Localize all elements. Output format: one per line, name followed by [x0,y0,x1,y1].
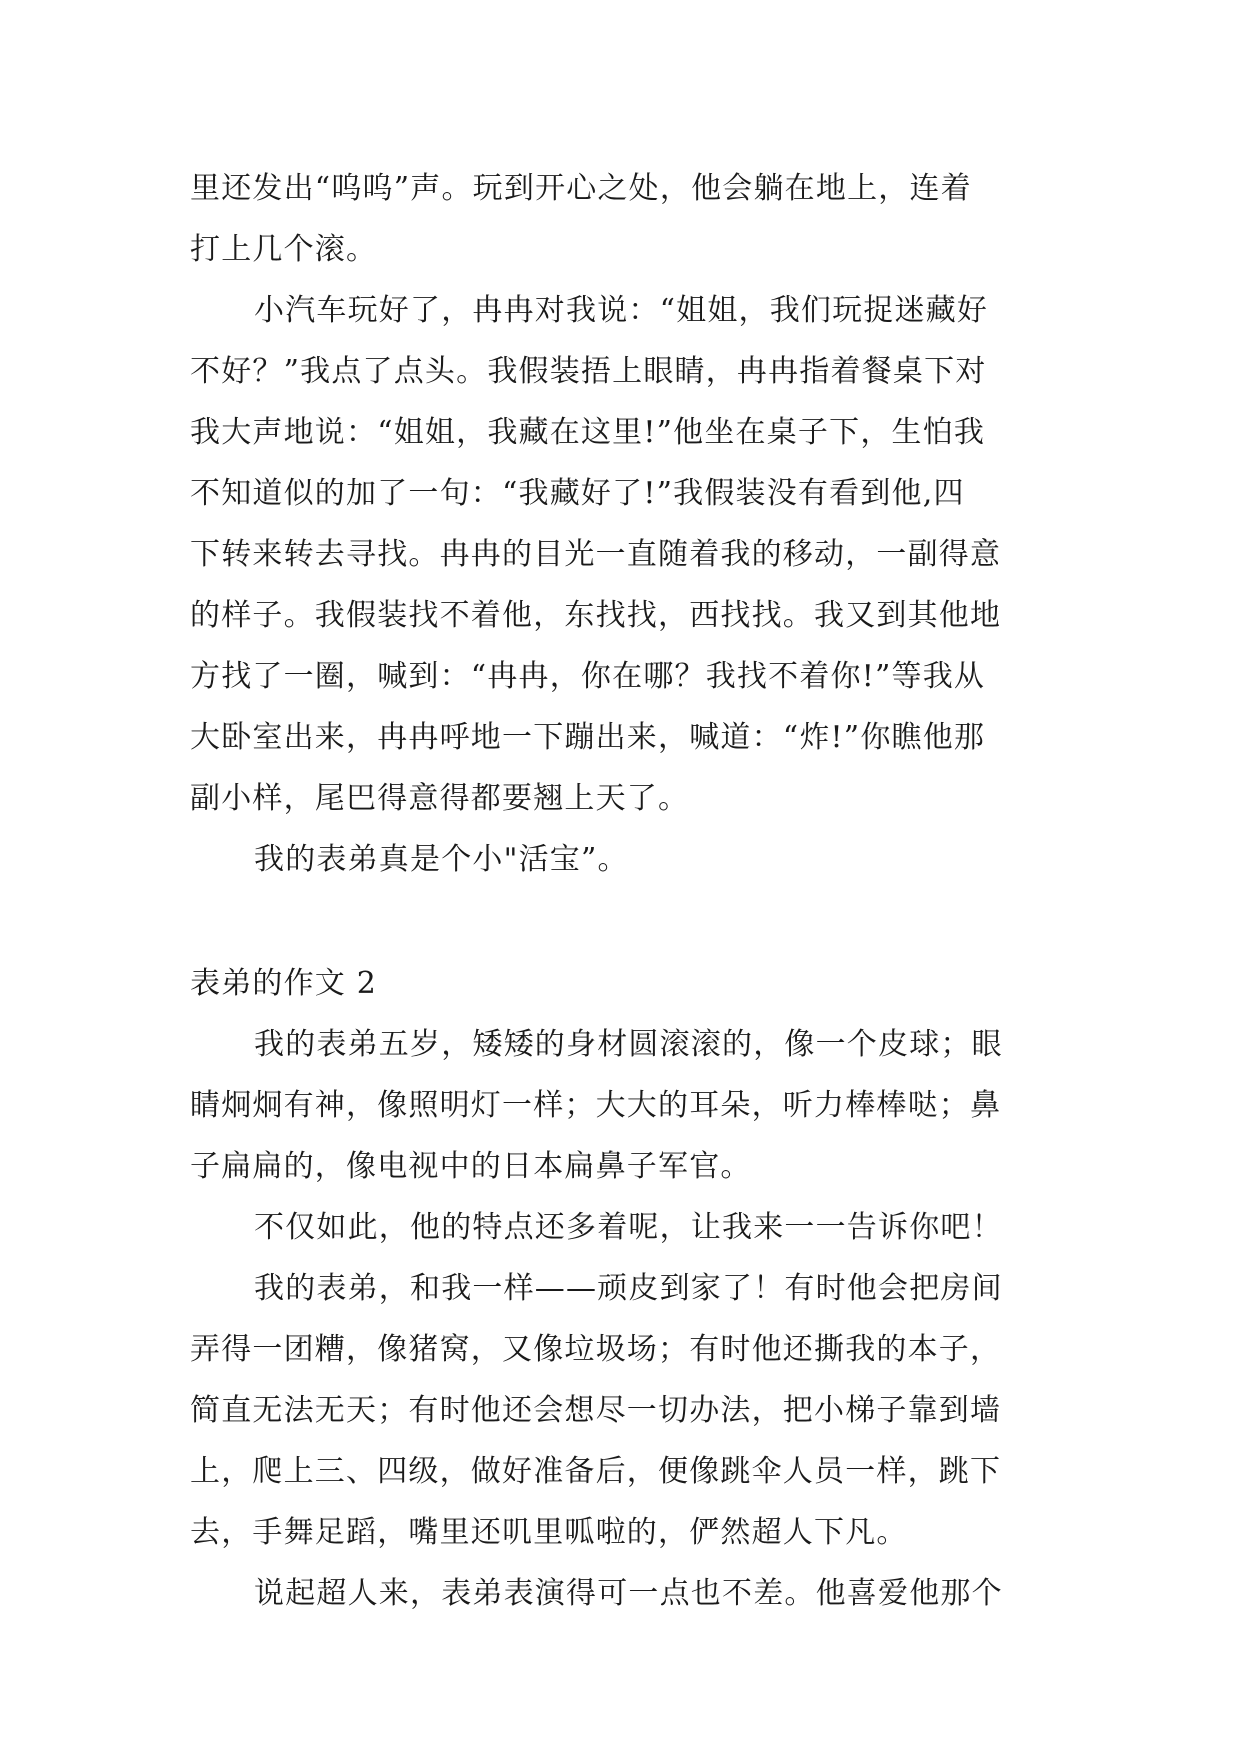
text-line: 大卧室出来，冉冉呼地一下蹦出来，喊道：“炸!”你瞧他那 [190,720,986,755]
text-line: 方找了一圈，喊到：“冉冉，你在哪？我找不着你!”等我从 [190,659,986,694]
text-line: 上，爬上三、四级，做好准备后，便像跳伞人员一样，跳下 [190,1454,1002,1489]
text-line: 的样子。我假装找不着他，东找找，西找找。我又到其他地 [190,598,1002,633]
text-line: 睛炯炯有神，像照明灯一样；大大的耳朵，听力棒棒哒；鼻 [190,1088,1002,1123]
text-line: 小汽车玩好了，冉冉对我说：“姐姐，我们玩捉迷藏好 [254,293,989,328]
text-line: 弄得一团糟，像猪窝，又像垃圾场；有时他还撕我的本子， [190,1332,1002,1367]
text-line: 简直无法无天；有时他还会想尽一切办法，把小梯子靠到墙 [190,1393,1002,1428]
text-line: 副小样，尾巴得意得都要翘上天了。 [190,781,690,816]
text-line: 去，手舞足蹈，嘴里还叽里呱啦的，俨然超人下凡。 [190,1515,908,1550]
text-line: 里还发出“呜呜”声。玩到开心之处，他会躺在地上，连着 [190,171,972,206]
text-line: 不仅如此，他的特点还多着呢，让我来一一告诉你吧！ [254,1210,1003,1245]
section-heading: 表弟的作文 2 [190,966,378,1001]
text-line: 我的表弟五岁，矮矮的身材圆滚滚的，像一个皮球；眼 [254,1027,1003,1062]
text-line: 说起超人来，表弟表演得可一点也不差。他喜爱他那个 [254,1576,1003,1611]
text-line: 我的表弟，和我一样——顽皮到家了！有时他会把房间 [254,1271,1003,1306]
text-line: 我大声地说：“姐姐，我藏在这里!”他坐在桌子下，生怕我 [190,415,986,450]
section-gap [190,890,1050,953]
document-body [190,158,1050,1624]
text-line: 下转来转去寻找。冉冉的目光一直随着我的移动，一副得意 [190,537,1002,572]
text-line: 子扁扁的，像电视中的日本扁鼻子军官。 [190,1149,752,1184]
text-line: 我的表弟真是个小"活宝”。 [254,842,629,877]
text-line: 打上几个滚。 [190,232,378,267]
text-line: 不知道似的加了一句：“我藏好了!”我假装没有看到他,四 [190,476,965,511]
text-line: 不好？”我点了点头。我假装捂上眼睛，冉冉指着餐桌下对 [190,354,987,389]
